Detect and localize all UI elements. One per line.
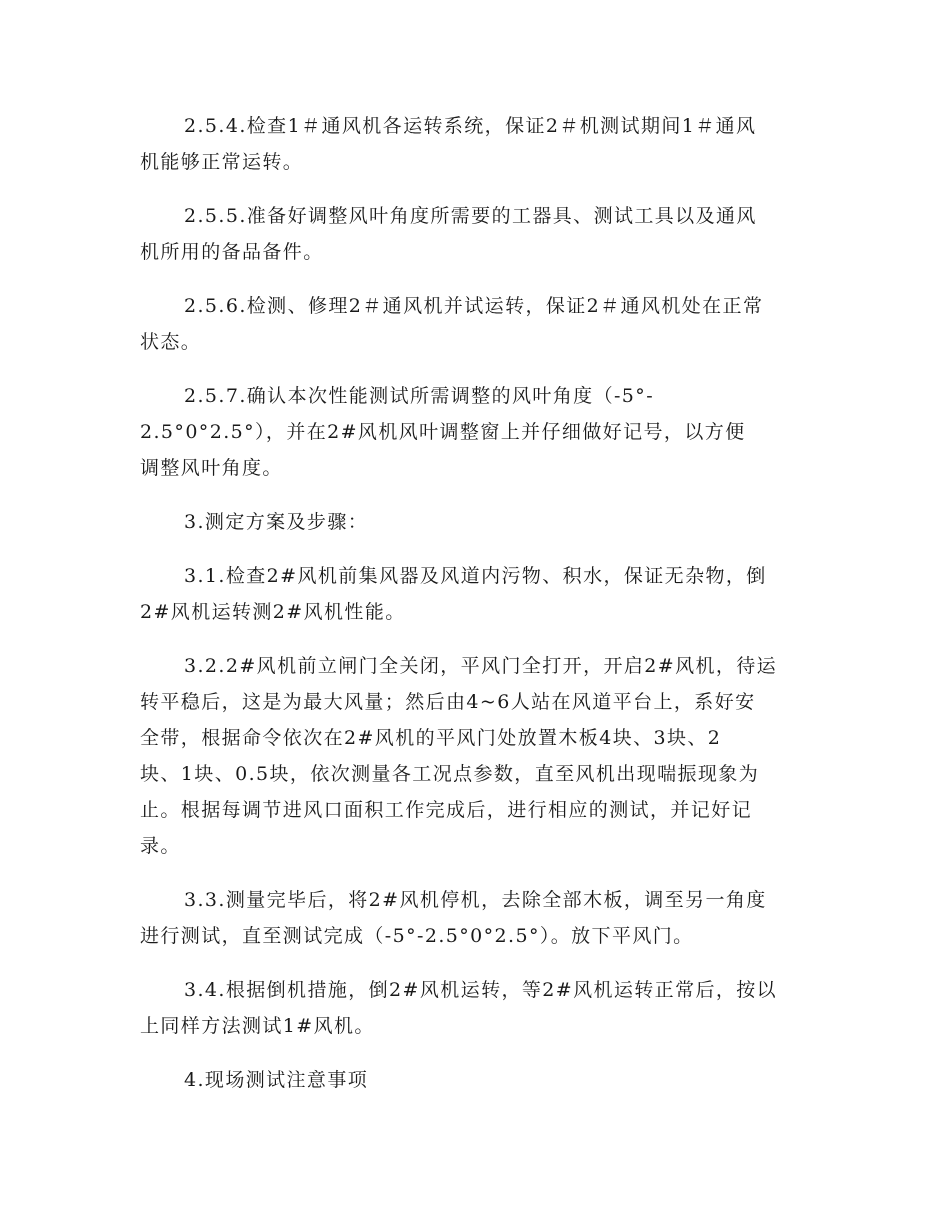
paragraph-line: 3.4.根据倒机措施，倒2#风机运转，等2#风机运转正常后，按以 bbox=[184, 979, 778, 1001]
paragraph-line: 2.5.6.检测、修理2＃通风机并试运转，保证2＃通风机处在正常 bbox=[184, 295, 764, 317]
paragraph bbox=[140, 198, 810, 270]
paragraph-line: 调整风叶角度。 bbox=[140, 457, 283, 479]
paragraph-line: 止。根据每调节进风口面积工作完成后，进行相应的测试，并记好记 bbox=[140, 799, 753, 821]
paragraph-line: 状态。 bbox=[140, 331, 202, 353]
paragraph-line: 块、1块、0.5块，依次测量各工况点参数，直至风机出现喘振现象为 bbox=[140, 763, 760, 785]
paragraph-line: 3.2.2#风机前立闸门全关闭，平风门全打开，开启2#风机，待运 bbox=[184, 655, 778, 677]
paragraph-line: 2.5.4.检查1＃通风机各运转系统，保证2＃机测试期间1＃通风 bbox=[184, 115, 757, 137]
paragraph-line: 转平稳后，这是为最大风量；然后由4~6人站在风道平台上，系好安 bbox=[140, 691, 756, 713]
paragraph-line: 机能够正常运转。 bbox=[140, 151, 304, 173]
paragraph bbox=[140, 378, 810, 486]
paragraph-line: 全带，根据命令依次在2#风机的平风门处放置木板4块、3块、2 bbox=[140, 727, 722, 749]
paragraph bbox=[140, 558, 810, 630]
paragraph-line: 4.现场测试注意事项 bbox=[184, 1069, 369, 1091]
paragraph-line: 2.5°0°2.5°），并在2#风机风叶调整窗上并仔细做好记号，以方便 bbox=[140, 421, 746, 443]
paragraph-line: 2.5.7.确认本次性能测试所需调整的风叶角度（-5°- bbox=[184, 385, 655, 407]
paragraph-line: 3.3.测量完毕后，将2#风机停机，去除全部木板，调至另一角度 bbox=[184, 889, 767, 911]
paragraph bbox=[140, 882, 810, 954]
paragraph bbox=[140, 504, 810, 540]
document-body bbox=[140, 108, 810, 1116]
paragraph-line: 3.1.检查2#风机前集风器及风道内污物、积水，保证无杂物，倒 bbox=[184, 565, 767, 587]
paragraph bbox=[140, 972, 810, 1044]
paragraph-line: 上同样方法测试1#风机。 bbox=[140, 1015, 375, 1037]
paragraph-line: 录。 bbox=[140, 835, 181, 857]
paragraph-line: 2.5.5.准备好调整风叶角度所需要的工器具、测试工具以及通风 bbox=[184, 205, 757, 227]
paragraph-line: 进行测试，直至测试完成（-5°-2.5°0°2.5°）。放下平风门。 bbox=[140, 925, 694, 947]
paragraph bbox=[140, 108, 810, 180]
paragraph-line: 3.测定方案及步骤： bbox=[184, 511, 369, 533]
paragraph-line: 机所用的备品备件。 bbox=[140, 241, 324, 263]
paragraph-line: 2#风机运转测2#风机性能。 bbox=[140, 601, 406, 623]
paragraph bbox=[140, 1062, 810, 1098]
paragraph bbox=[140, 648, 810, 864]
paragraph bbox=[140, 288, 810, 360]
